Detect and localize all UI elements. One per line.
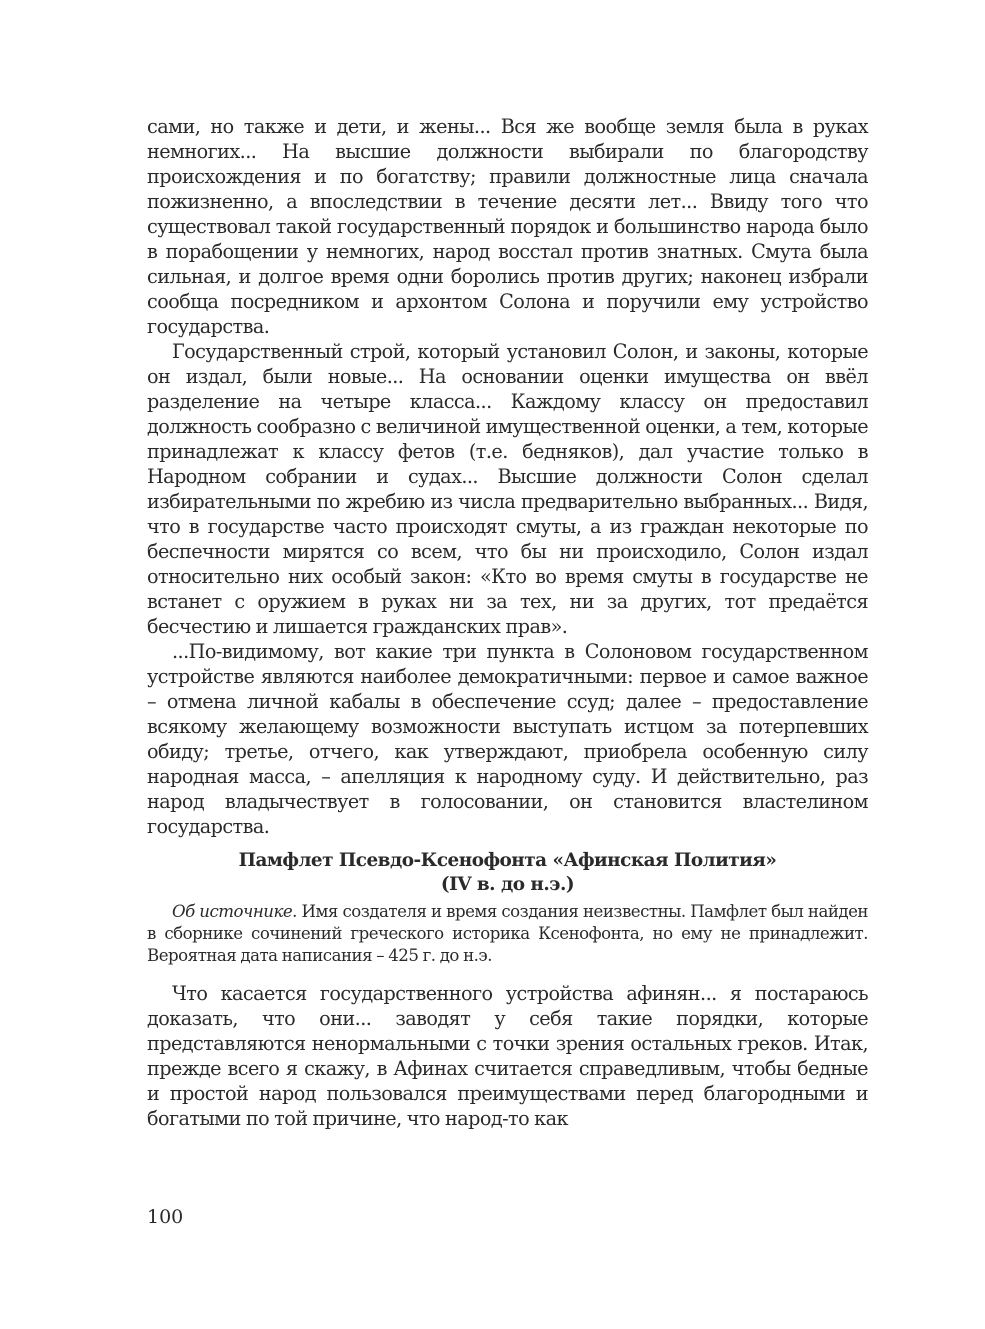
source-note-text: Имя создателя и время создания неизвестны. Памфлет был найден в сборнике сочинений греческого историка Ксенофонта, но ему не принадлежит. Вероятная дата написания – 425 г. до н.э.	[147, 902, 868, 965]
paragraph-solon-background: сами, но также и дети, и жены... Вся же вообще земля была в руках немногих... На высшие должности выбирали по благородству происхождения и по богатству; правили должностные лица сначала пожизненно, а впоследствии в течение десяти лет... Ввиду того что существовал такой государственный порядок и большинство народа было в порабощении у немногих, народ восстал против знатных. Смута была сильная, и долгое время одни боролись против других; наконец избрали сообща посредником и архонтом Солона и поручили ему устройство государства.	[147, 115, 868, 338]
paragraph-pamphlet-body: Что касается государственного устройства афинян... я постараюсь доказать, что они... заводят у себя такие порядки, которые представляются ненормальными с точки зрения остальных греков. Итак, прежде всего я скажу, в Афинах считается справедливым, чтобы бедные и простой народ пользовался преимуществами перед благородными и богатыми по той причине, что народ-то как	[147, 982, 868, 1130]
section-heading	[147, 849, 868, 897]
paragraph-solon-reforms: Государственный строй, который установил Солон, и законы, которые он издал, были новые... На основании оценки имущества он ввёл разделение на четыре класса... Каждому классу он предоставил должность сообразно с величиной имущественной оценки, а тем, которые принадлежат к классу фетов (т.е. бедняков), дал участие только в Народном собрании и судах... Высшие должности Солон сделал избирательными по жребию из числа предварительно выбранных... Видя, что в государстве часто происходят смуты, а из граждан некоторые по беспечности мирятся со всем, что бы ни происходило, Солон издал относительно них особый закон: «Кто во время смуты в государстве не встанет с оружием в руках ни за тех, ни за других, тот предаётся бесчестию и лишается гражданских прав».	[147, 340, 868, 638]
source-note	[147, 901, 868, 967]
section-date: (IV в. до н.э.)	[440, 874, 575, 895]
paragraph-democratic-points: ...По-видимому, вот какие три пункта в Солоновом государственном устройстве являются наиболее демократичными: первое и самое важное – отмена личной кабалы в обеспечение ссуд; далее – предоставление всякому желающему возможности выступать истцом за потерпевших обиду; третье, отчего, как утверждают, приобрела особенную силу народная масса, – апелляция к народному суду. И действительно, раз народ владычествует в голосовании, он становится властелином государства.	[147, 640, 868, 838]
page-text	[147, 114, 868, 1131]
page-number: 100	[147, 1206, 184, 1228]
section-title: Памфлет Псевдо-Ксенофонта «Афинская Полития»	[238, 850, 777, 871]
source-note-label: Об источнике.	[172, 902, 297, 921]
